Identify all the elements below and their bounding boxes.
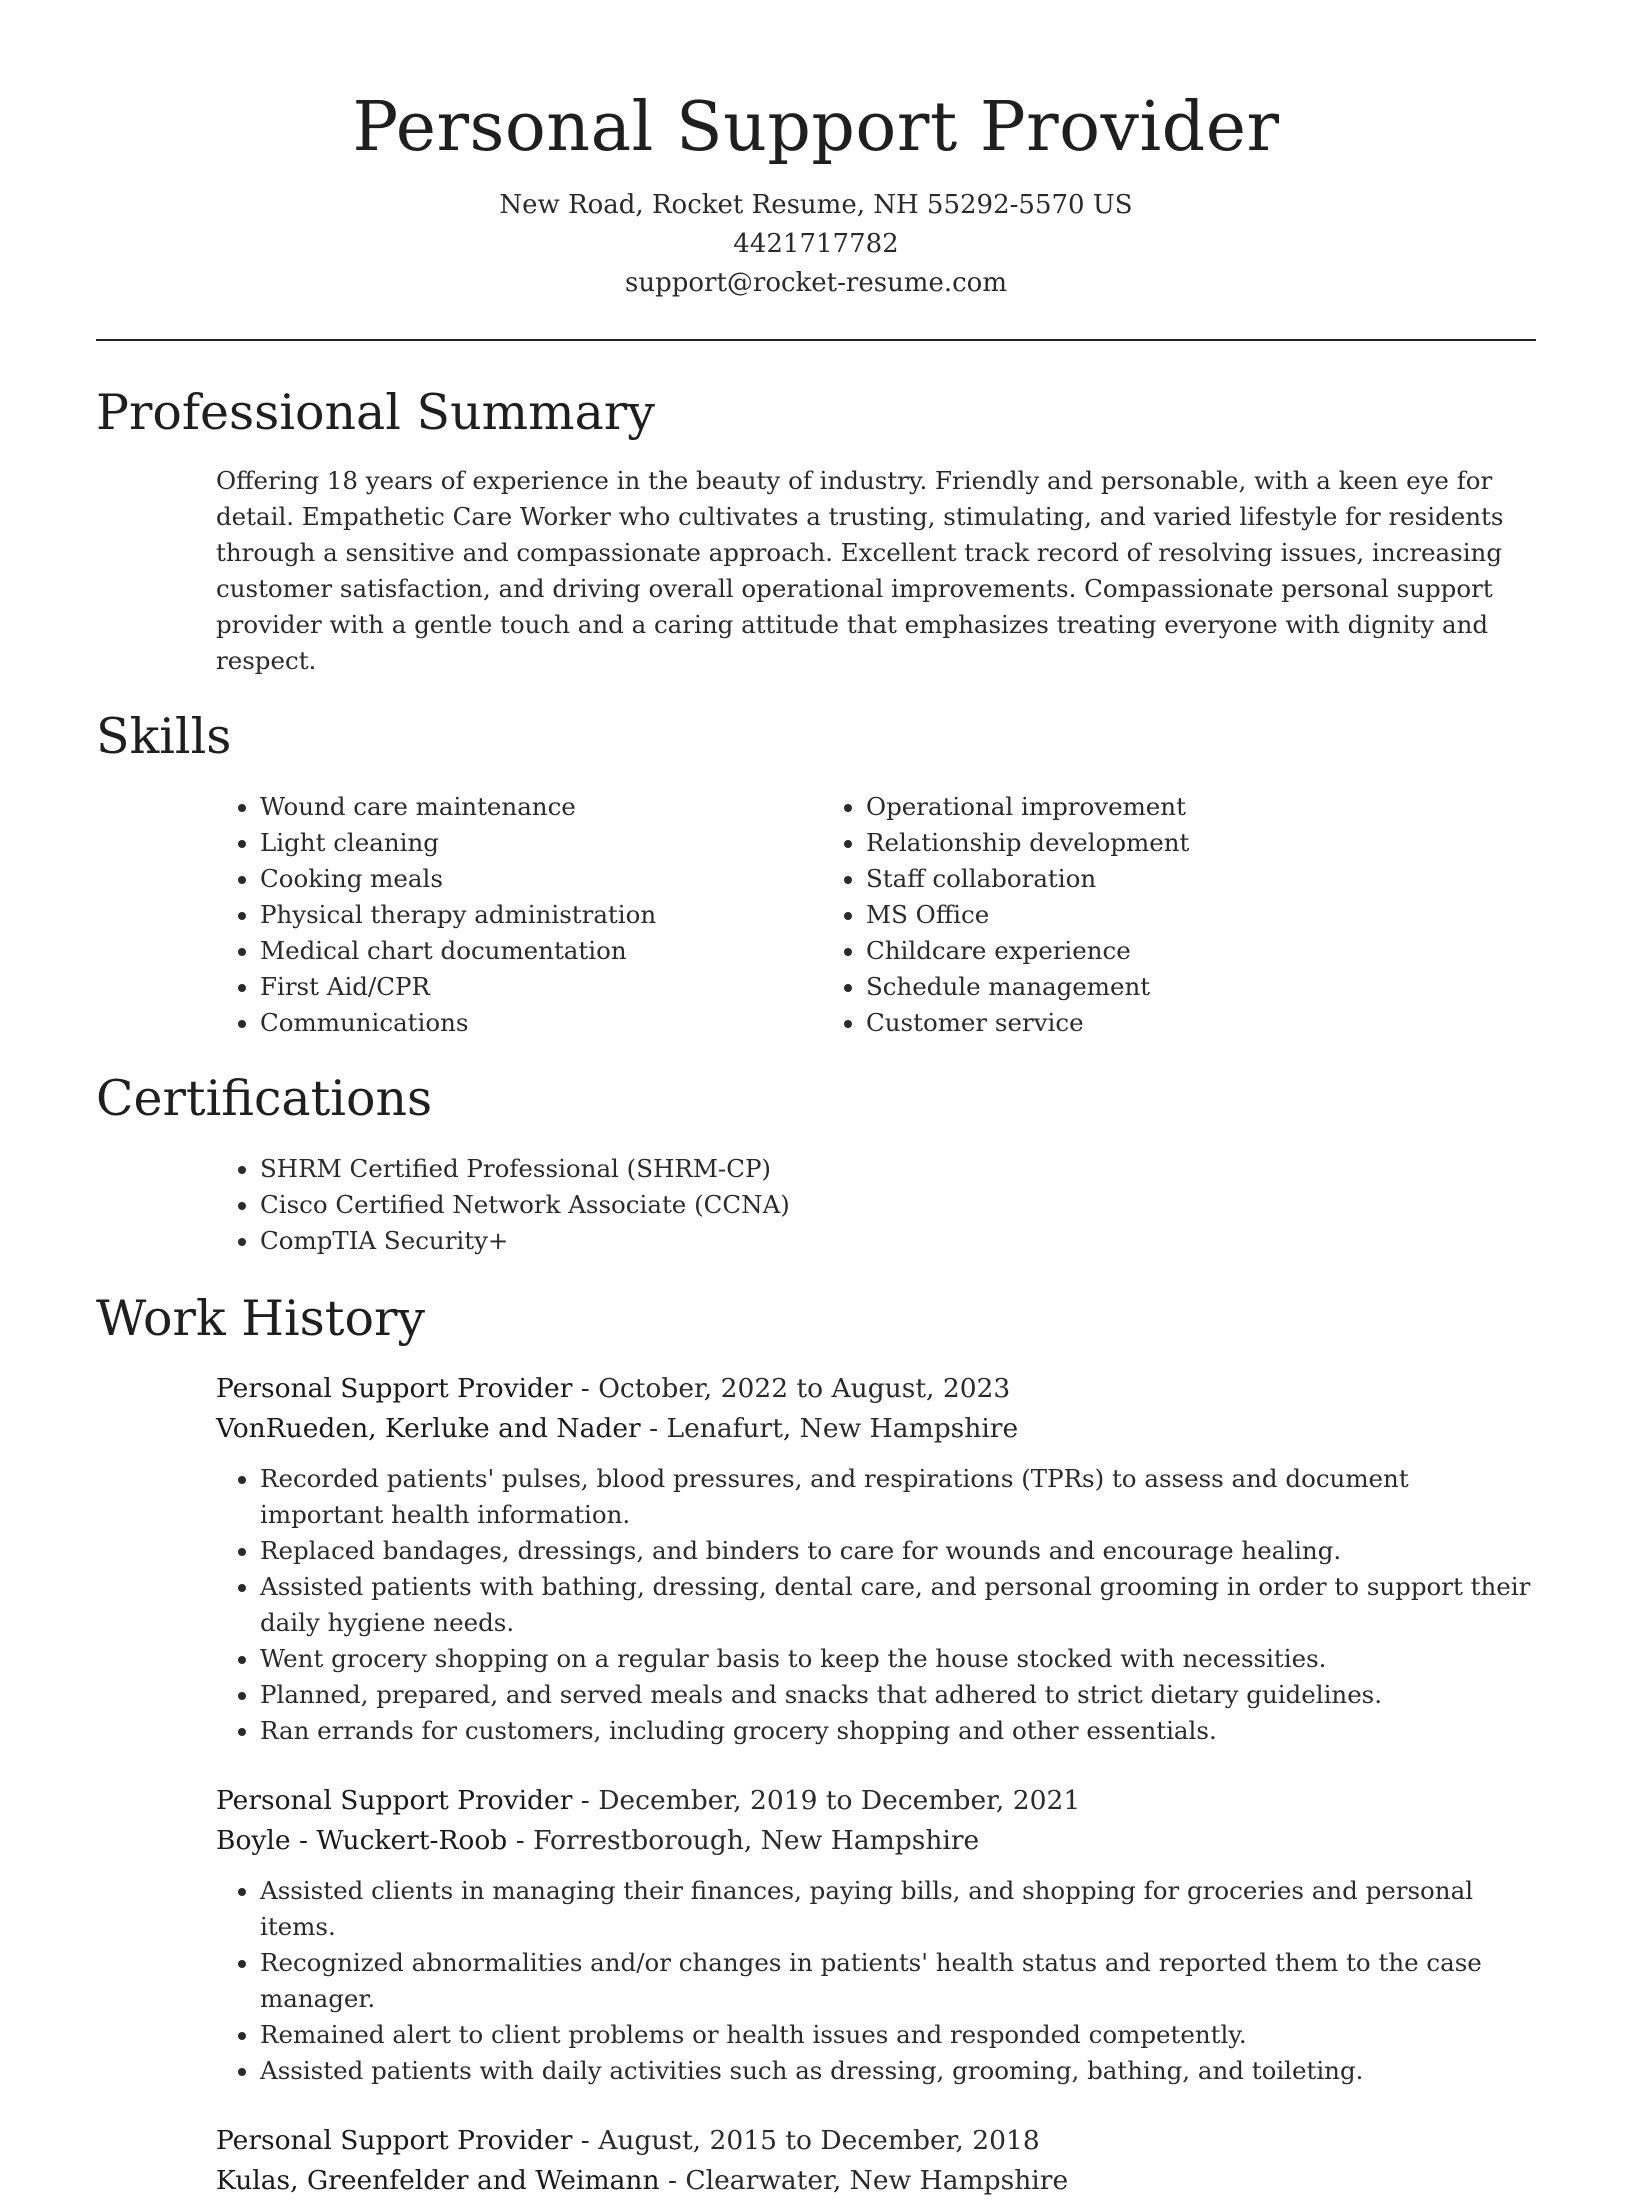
skill-item: • Childcare experience [866, 933, 1428, 969]
skill-item: • First Aid/CPR [260, 969, 822, 1005]
job-duty-item: • Replaced bandages, dressings, and binders to care for wounds and encourage healing. [260, 1533, 1536, 1569]
skill-item: • Customer service [866, 1005, 1428, 1041]
contact-email: support@rocket-resume.com [624, 268, 1007, 298]
job-location: Forrestborough, New Hampshire [533, 1825, 980, 1856]
job-company-line [216, 1409, 1536, 1449]
resume-name: Personal Support Provider [352, 88, 1280, 167]
job-company-line [216, 1821, 1536, 1861]
job-location: Clearwater, New Hampshire [685, 2165, 1069, 2196]
certification-item: • SHRM Certified Professional (SHRM-CP) [260, 1151, 1536, 1187]
job-location: Lenafurt, New Hampshire [666, 1413, 1019, 1444]
skill-item: • Relationship development [866, 825, 1428, 861]
job-title-line [216, 1781, 1536, 1821]
skill-item: • Operational improvement [866, 789, 1428, 825]
summary-title: Professional Summary [96, 384, 655, 441]
certification-item: • CompTIA Security+ [260, 1223, 1536, 1259]
job-separator: - [572, 2125, 599, 2156]
job-duty-item: • Recorded patients' pulses, blood pressures, and respirations (TPRs) to assess and document important health information. [260, 1461, 1536, 1533]
skills-section [96, 705, 1536, 1041]
skill-item: • Communications [260, 1005, 822, 1041]
job-company-line [216, 2161, 1536, 2201]
contact-phone: 4421717782 [733, 229, 899, 259]
job-separator: - [507, 1825, 534, 1856]
job-role: Personal Support Provider [216, 1785, 573, 1816]
job-dates: December, 2019 to December, 2021 [598, 1785, 1081, 1816]
summary-text: Offering 18 years of experience in the beauty of industry. Friendly and personable, with a keen eye for detail. Empathetic Care Worker who cultivates a trusting, stimulating, and varied lifestyle for residents through a sensitive and compassionate approach. Excellent track record of resolving issues, increasing customer satisfaction, and driving overall operational improvements. Compassionate personal support provider with a gentle touch and a caring attitude that emphasizes treating everyone with dignity and respect. [216, 466, 1504, 675]
job-duty-item: • Planned, prepared, and served meals and snacks that adhered to strict dietary guidelines. [260, 1677, 1536, 1713]
work-history-section [96, 1287, 1536, 2201]
job-title-line [216, 1369, 1536, 1409]
work-history-title: Work History [96, 1290, 426, 1347]
job-duty-item: • Assisted clients in managing their finances, paying bills, and shopping for groceries and personal items. [260, 1873, 1536, 1945]
job-entry [216, 1369, 1536, 1749]
job-company: Kulas, Greenfelder and Weimann [216, 2165, 660, 2196]
skills-list-left [216, 789, 822, 1041]
job-company: VonRueden, Kerluke and Nader [216, 1413, 641, 1444]
job-duty-item: • Remained alert to client problems or health issues and responded competently. [260, 2017, 1536, 2053]
job-entry [216, 2121, 1536, 2201]
skill-item: • Medical chart documentation [260, 933, 822, 969]
header-divider [96, 339, 1536, 341]
contact-address: New Road, Rocket Resume, NH 55292-5570 US [499, 190, 1133, 220]
job-separator: - [572, 1785, 599, 1816]
job-role: Personal Support Provider [216, 1373, 573, 1404]
skill-item: • Schedule management [866, 969, 1428, 1005]
certification-item: • Cisco Certified Network Associate (CCNA) [260, 1187, 1536, 1223]
job-separator: - [640, 1413, 667, 1444]
certifications-title: Certifications [96, 1070, 433, 1127]
skill-item: • Wound care maintenance [260, 789, 822, 825]
job-duty-item: • Assisted patients with bathing, dressing, dental care, and personal grooming in order to support their daily hygiene needs. [260, 1569, 1536, 1641]
contact-block [96, 186, 1536, 303]
job-separator: - [659, 2165, 686, 2196]
certifications-list [216, 1151, 1536, 1259]
job-role: Personal Support Provider [216, 2125, 573, 2156]
job-duty-item: • Ran errands for customers, including grocery shopping and other essentials. [260, 1713, 1536, 1749]
job-duties-list [216, 1461, 1536, 1749]
resume-header [96, 0, 1536, 303]
job-duty-item: • Recognized abnormalities and/or changes in patients' health status and reported them to the case manager. [260, 1945, 1536, 2017]
job-entry [216, 1781, 1536, 2089]
summary-section [96, 381, 1536, 679]
skills-list-right [822, 789, 1428, 1041]
skill-item: • Physical therapy administration [260, 897, 822, 933]
resume-page [96, 0, 1536, 2201]
skills-title: Skills [96, 708, 232, 765]
job-dates: October, 2022 to August, 2023 [598, 1373, 1011, 1404]
job-duty-item: • Assisted patients with daily activities such as dressing, grooming, bathing, and toileting. [260, 2053, 1536, 2089]
skill-item: • MS Office [866, 897, 1428, 933]
job-separator: - [572, 1373, 599, 1404]
skill-item: • Light cleaning [260, 825, 822, 861]
job-dates: August, 2015 to December, 2018 [598, 2125, 1040, 2156]
skill-item: • Cooking meals [260, 861, 822, 897]
job-title-line [216, 2121, 1536, 2161]
job-duties-list [216, 1873, 1536, 2089]
job-company: Boyle - Wuckert-Roob [216, 1825, 508, 1856]
certifications-section [96, 1067, 1536, 1259]
job-duty-item: • Went grocery shopping on a regular basis to keep the house stocked with necessities. [260, 1641, 1536, 1677]
skills-columns [216, 789, 1536, 1041]
skill-item: • Staff collaboration [866, 861, 1428, 897]
